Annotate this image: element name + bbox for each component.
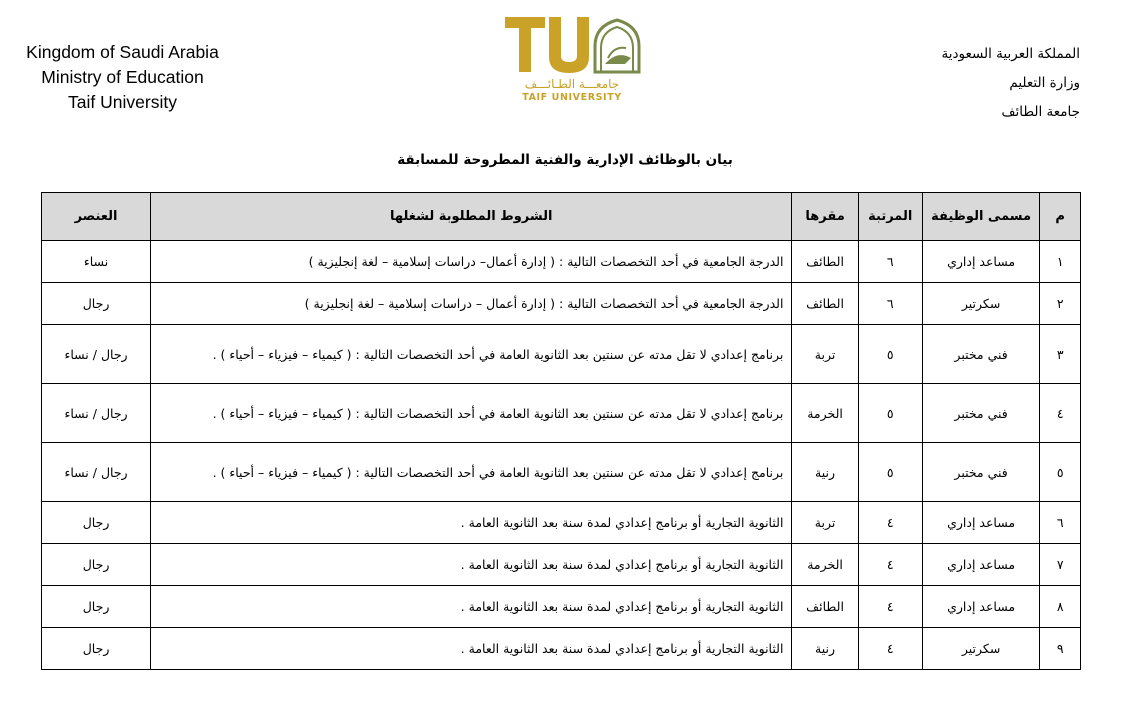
table-row (42, 241, 1081, 283)
cell-job-title: مساعد إداري (922, 586, 1040, 628)
letterhead-line-country: Kingdom of Saudi Arabia (26, 42, 219, 62)
taif-university-logo (500, 12, 645, 104)
cell-job-title: فني مختبر (922, 443, 1040, 502)
header-num: م (1040, 193, 1081, 241)
cell-grade: ٤ (858, 502, 922, 544)
cell-grade: ٤ (858, 586, 922, 628)
letterhead-line-university: Taif University (68, 92, 177, 112)
table-row (42, 283, 1081, 325)
cell-num: ٣ (1040, 325, 1081, 384)
cell-job-title: سكرتير (922, 283, 1040, 325)
cell-job-title: فني مختبر (922, 325, 1040, 384)
cell-num: ٦ (1040, 502, 1081, 544)
cell-job-title: فني مختبر (922, 384, 1040, 443)
cell-job-title: مساعد إداري (922, 502, 1040, 544)
cell-requirements: الدرجة الجامعية في أحد التخصصات التالية : ( إدارة أعمال– دراسات إسلامية – لغة إنجليزية ) (151, 241, 792, 283)
cell-grade: ٦ (858, 283, 922, 325)
cell-grade: ٦ (858, 241, 922, 283)
cell-num: ٩ (1040, 628, 1081, 670)
cell-num: ٤ (1040, 384, 1081, 443)
cell-location: الطائف (792, 241, 858, 283)
cell-gender: رجال (42, 628, 151, 670)
cell-requirements: الثانوية التجارية أو برنامج إعدادي لمدة سنة بعد الثانوية العامة . (151, 544, 792, 586)
table-header-row (42, 193, 1081, 241)
cell-location: الطائف (792, 283, 858, 325)
letterhead-line-university-ar: جامعة الطائف (1001, 104, 1080, 120)
cell-requirements: برنامج إعدادي لا تقل مدته عن سنتين بعد الثانوية العامة في أحد التخصصات التالية : ( كيمياء – فيزياء – أحياء ) . (151, 325, 792, 384)
cell-gender: رجال (42, 502, 151, 544)
table-row (42, 325, 1081, 384)
cell-gender: رجال / نساء (42, 443, 151, 502)
table-row (42, 628, 1081, 670)
table-row (42, 502, 1081, 544)
cell-grade: ٥ (858, 325, 922, 384)
cell-num: ٥ (1040, 443, 1081, 502)
cell-location: الخرمة (792, 544, 858, 586)
cell-gender: رجال / نساء (42, 325, 151, 384)
cell-location: الخرمة (792, 384, 858, 443)
svg-text:TAIF UNIVERSITY: TAIF UNIVERSITY (522, 92, 622, 103)
cell-requirements: الثانوية التجارية أو برنامج إعدادي لمدة سنة بعد الثانوية العامة . (151, 502, 792, 544)
table-row (42, 443, 1081, 502)
cell-grade: ٤ (858, 544, 922, 586)
cell-requirements: الثانوية التجارية أو برنامج إعدادي لمدة سنة بعد الثانوية العامة . (151, 628, 792, 670)
cell-location: رنية (792, 628, 858, 670)
cell-gender: رجال / نساء (42, 384, 151, 443)
cell-job-title: سكرتير (922, 628, 1040, 670)
header-requirements: الشروط المطلوبة لشغلها (151, 193, 792, 241)
cell-job-title: مساعد إداري (922, 241, 1040, 283)
cell-requirements: برنامج إعدادي لا تقل مدته عن سنتين بعد الثانوية العامة في أحد التخصصات التالية : ( كيمياء – فيزياء – أحياء ) . (151, 384, 792, 443)
document-title: بيان بالوظائف الإدارية والفنية المطروحة للمسابقة (397, 152, 733, 168)
cell-num: ٨ (1040, 586, 1081, 628)
cell-location: رنية (792, 443, 858, 502)
cell-location: تربة (792, 502, 858, 544)
cell-gender: نساء (42, 241, 151, 283)
cell-num: ١ (1040, 241, 1081, 283)
header-job-title: مسمى الوظيفة (922, 193, 1040, 241)
header-grade: المرتبة (858, 193, 922, 241)
cell-job-title: مساعد إداري (922, 544, 1040, 586)
cell-num: ٧ (1040, 544, 1081, 586)
cell-gender: رجال (42, 586, 151, 628)
header-location: مقرها (792, 193, 858, 241)
letterhead-line-ministry-ar: وزارة التعليم (1009, 75, 1080, 91)
svg-text:جامعـــة الطـائـــف: جامعـــة الطـائـــف (524, 77, 620, 91)
cell-requirements: برنامج إعدادي لا تقل مدته عن سنتين بعد الثانوية العامة في أحد التخصصات التالية : ( كيمياء – فيزياء – أحياء ) . (151, 443, 792, 502)
table-row (42, 384, 1081, 443)
letterhead-line-country-ar: المملكة العربية السعودية (941, 46, 1080, 62)
arabic-letterhead (941, 40, 1080, 127)
cell-location: الطائف (792, 586, 858, 628)
cell-gender: رجال (42, 283, 151, 325)
cell-grade: ٥ (858, 443, 922, 502)
cell-grade: ٤ (858, 628, 922, 670)
letterhead-line-ministry: Ministry of Education (41, 67, 204, 87)
cell-num: ٢ (1040, 283, 1081, 325)
jobs-table (41, 192, 1081, 670)
cell-requirements: الثانوية التجارية أو برنامج إعدادي لمدة سنة بعد الثانوية العامة . (151, 586, 792, 628)
cell-grade: ٥ (858, 384, 922, 443)
cell-gender: رجال (42, 544, 151, 586)
table-row (42, 544, 1081, 586)
table-row (42, 586, 1081, 628)
cell-requirements: الدرجة الجامعية في أحد التخصصات التالية : ( إدارة أعمال – دراسات إسلامية – لغة إنجليزية ) (151, 283, 792, 325)
cell-location: تربة (792, 325, 858, 384)
english-letterhead (0, 40, 245, 115)
header-gender: العنصر (42, 193, 151, 241)
